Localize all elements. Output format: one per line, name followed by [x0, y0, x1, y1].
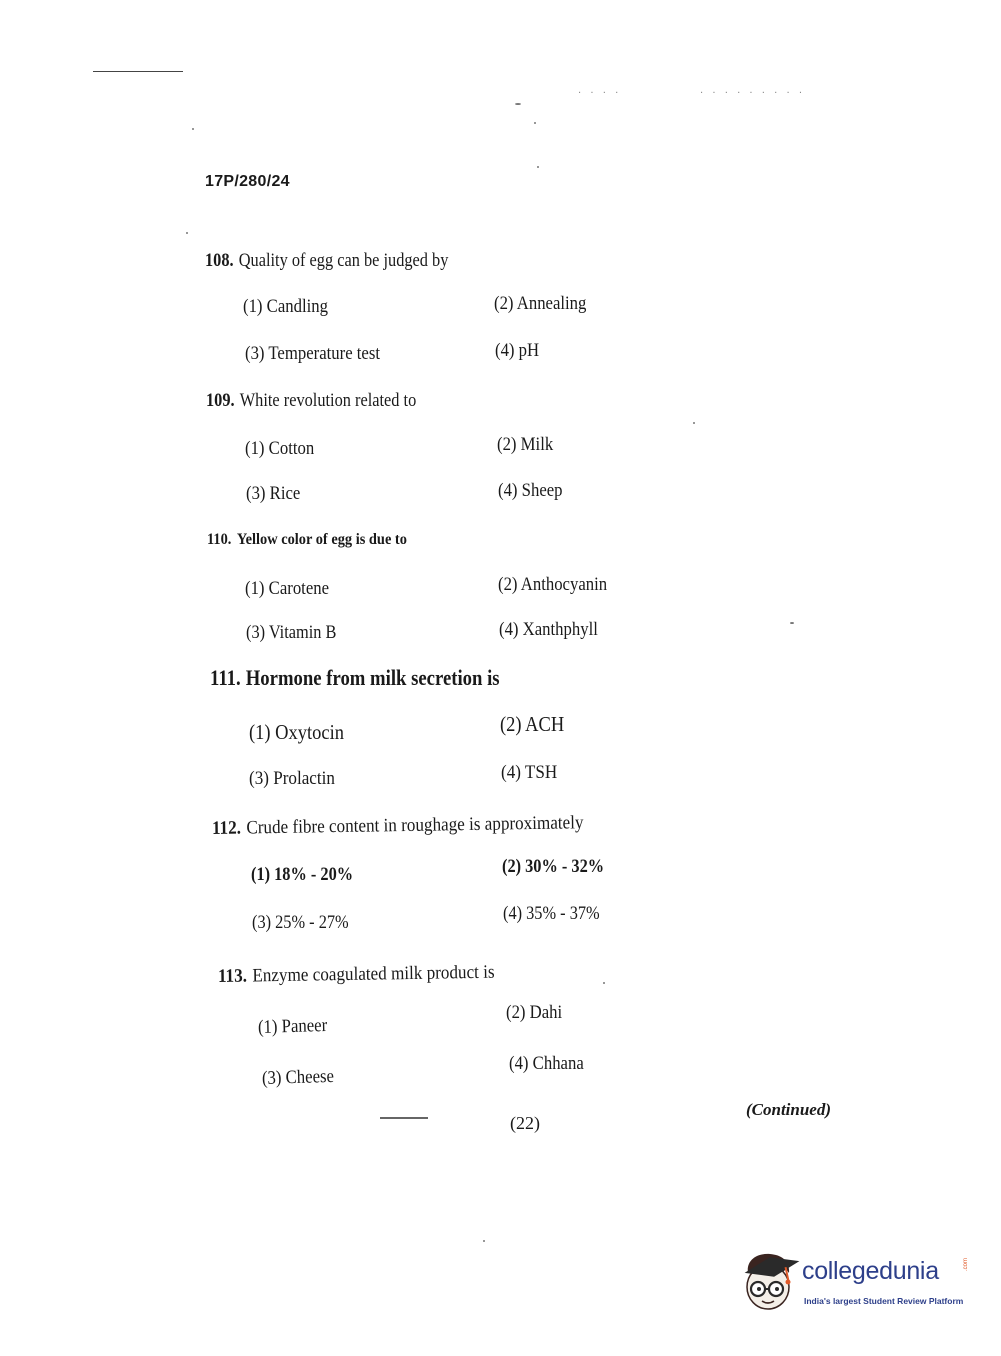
- option-111-1: (1) Oxytocin: [249, 720, 344, 744]
- question-number: 113.: [217, 965, 248, 987]
- question-110: [207, 531, 407, 549]
- option-112-2: (2) 30% - 32%: [502, 856, 605, 877]
- brand-domain: .com: [963, 1257, 969, 1271]
- scan-rule: [93, 71, 183, 72]
- question-113: [218, 962, 495, 988]
- option-110-1: (1) Carotene: [245, 578, 330, 599]
- option-108-4: (4) pH: [495, 340, 540, 361]
- question-112: [212, 812, 584, 840]
- mascot-icon: [742, 1251, 800, 1313]
- question-111: [210, 665, 500, 691]
- option-110-4: (4) Xanthphyll: [499, 619, 598, 640]
- question-text: Hormone from milk secretion is: [245, 665, 500, 690]
- collegedunia-logo: [742, 1251, 974, 1313]
- question-number: 108.: [205, 250, 234, 271]
- option-109-4: (4) Sheep: [498, 480, 563, 501]
- footer-dash: [380, 1117, 428, 1119]
- question-text: Enzyme coagulated milk product is: [252, 961, 495, 987]
- scan-speck: [693, 422, 695, 424]
- question-number: 110.: [207, 531, 232, 548]
- question-number: 112.: [211, 817, 242, 839]
- question-number: 109.: [206, 390, 235, 411]
- question-text: White revolution related to: [239, 390, 417, 411]
- question-text: Yellow color of egg is due to: [236, 531, 407, 548]
- scan-speck: [483, 1240, 485, 1242]
- option-111-4: (4) TSH: [501, 762, 558, 783]
- option-111-3: (3) Prolactin: [249, 768, 335, 789]
- continued-label: (Continued): [746, 1100, 832, 1119]
- scan-speck: [534, 122, 536, 124]
- scan-speck: [186, 232, 188, 234]
- paper-code: 17P/280/24: [205, 173, 290, 190]
- option-108-3: (3) Temperature test: [245, 343, 381, 364]
- option-108-2: (2) Annealing: [494, 293, 587, 314]
- option-112-4: (4) 35% - 37%: [503, 903, 600, 924]
- option-110-2: (2) Anthocyanin: [498, 574, 608, 595]
- brand-name: collegedunia: [802, 1257, 939, 1285]
- question-108: [205, 250, 448, 272]
- option-113-3: (3) Cheese: [261, 1065, 335, 1089]
- scan-speck: [603, 982, 605, 984]
- question-text: Quality of egg can be judged by: [238, 250, 449, 271]
- option-109-3: (3) Rice: [246, 483, 301, 504]
- option-113-4: (4) Chhana: [509, 1053, 584, 1074]
- option-113-1: (1) Paneer: [257, 1014, 328, 1038]
- option-112-3: (3) 25% - 27%: [252, 912, 349, 933]
- option-109-2: (2) Milk: [497, 434, 554, 455]
- page-number: (22): [510, 1113, 540, 1133]
- option-111-2: (2) ACH: [500, 712, 565, 736]
- option-109-1: (1) Cotton: [245, 438, 315, 459]
- scan-dots: · · · · · · · · ·: [700, 88, 806, 99]
- brand-tagline: India's largest Student Review Platform: [804, 1296, 964, 1306]
- scan-speck: [537, 166, 539, 168]
- option-112-1: (1) 18% - 20%: [251, 864, 354, 885]
- question-109: [206, 390, 416, 412]
- scan-speck: [515, 103, 521, 105]
- scan-dots: · · · ·: [578, 88, 622, 99]
- option-108-1: (1) Candling: [243, 296, 328, 317]
- question-text: Crude fibre content in roughage is approximately: [246, 812, 584, 839]
- scan-speck: [790, 622, 794, 624]
- option-110-3: (3) Vitamin B: [246, 622, 337, 643]
- scan-speck: [192, 128, 194, 130]
- question-number: 111.: [210, 665, 241, 690]
- option-113-2: (2) Dahi: [506, 1002, 563, 1023]
